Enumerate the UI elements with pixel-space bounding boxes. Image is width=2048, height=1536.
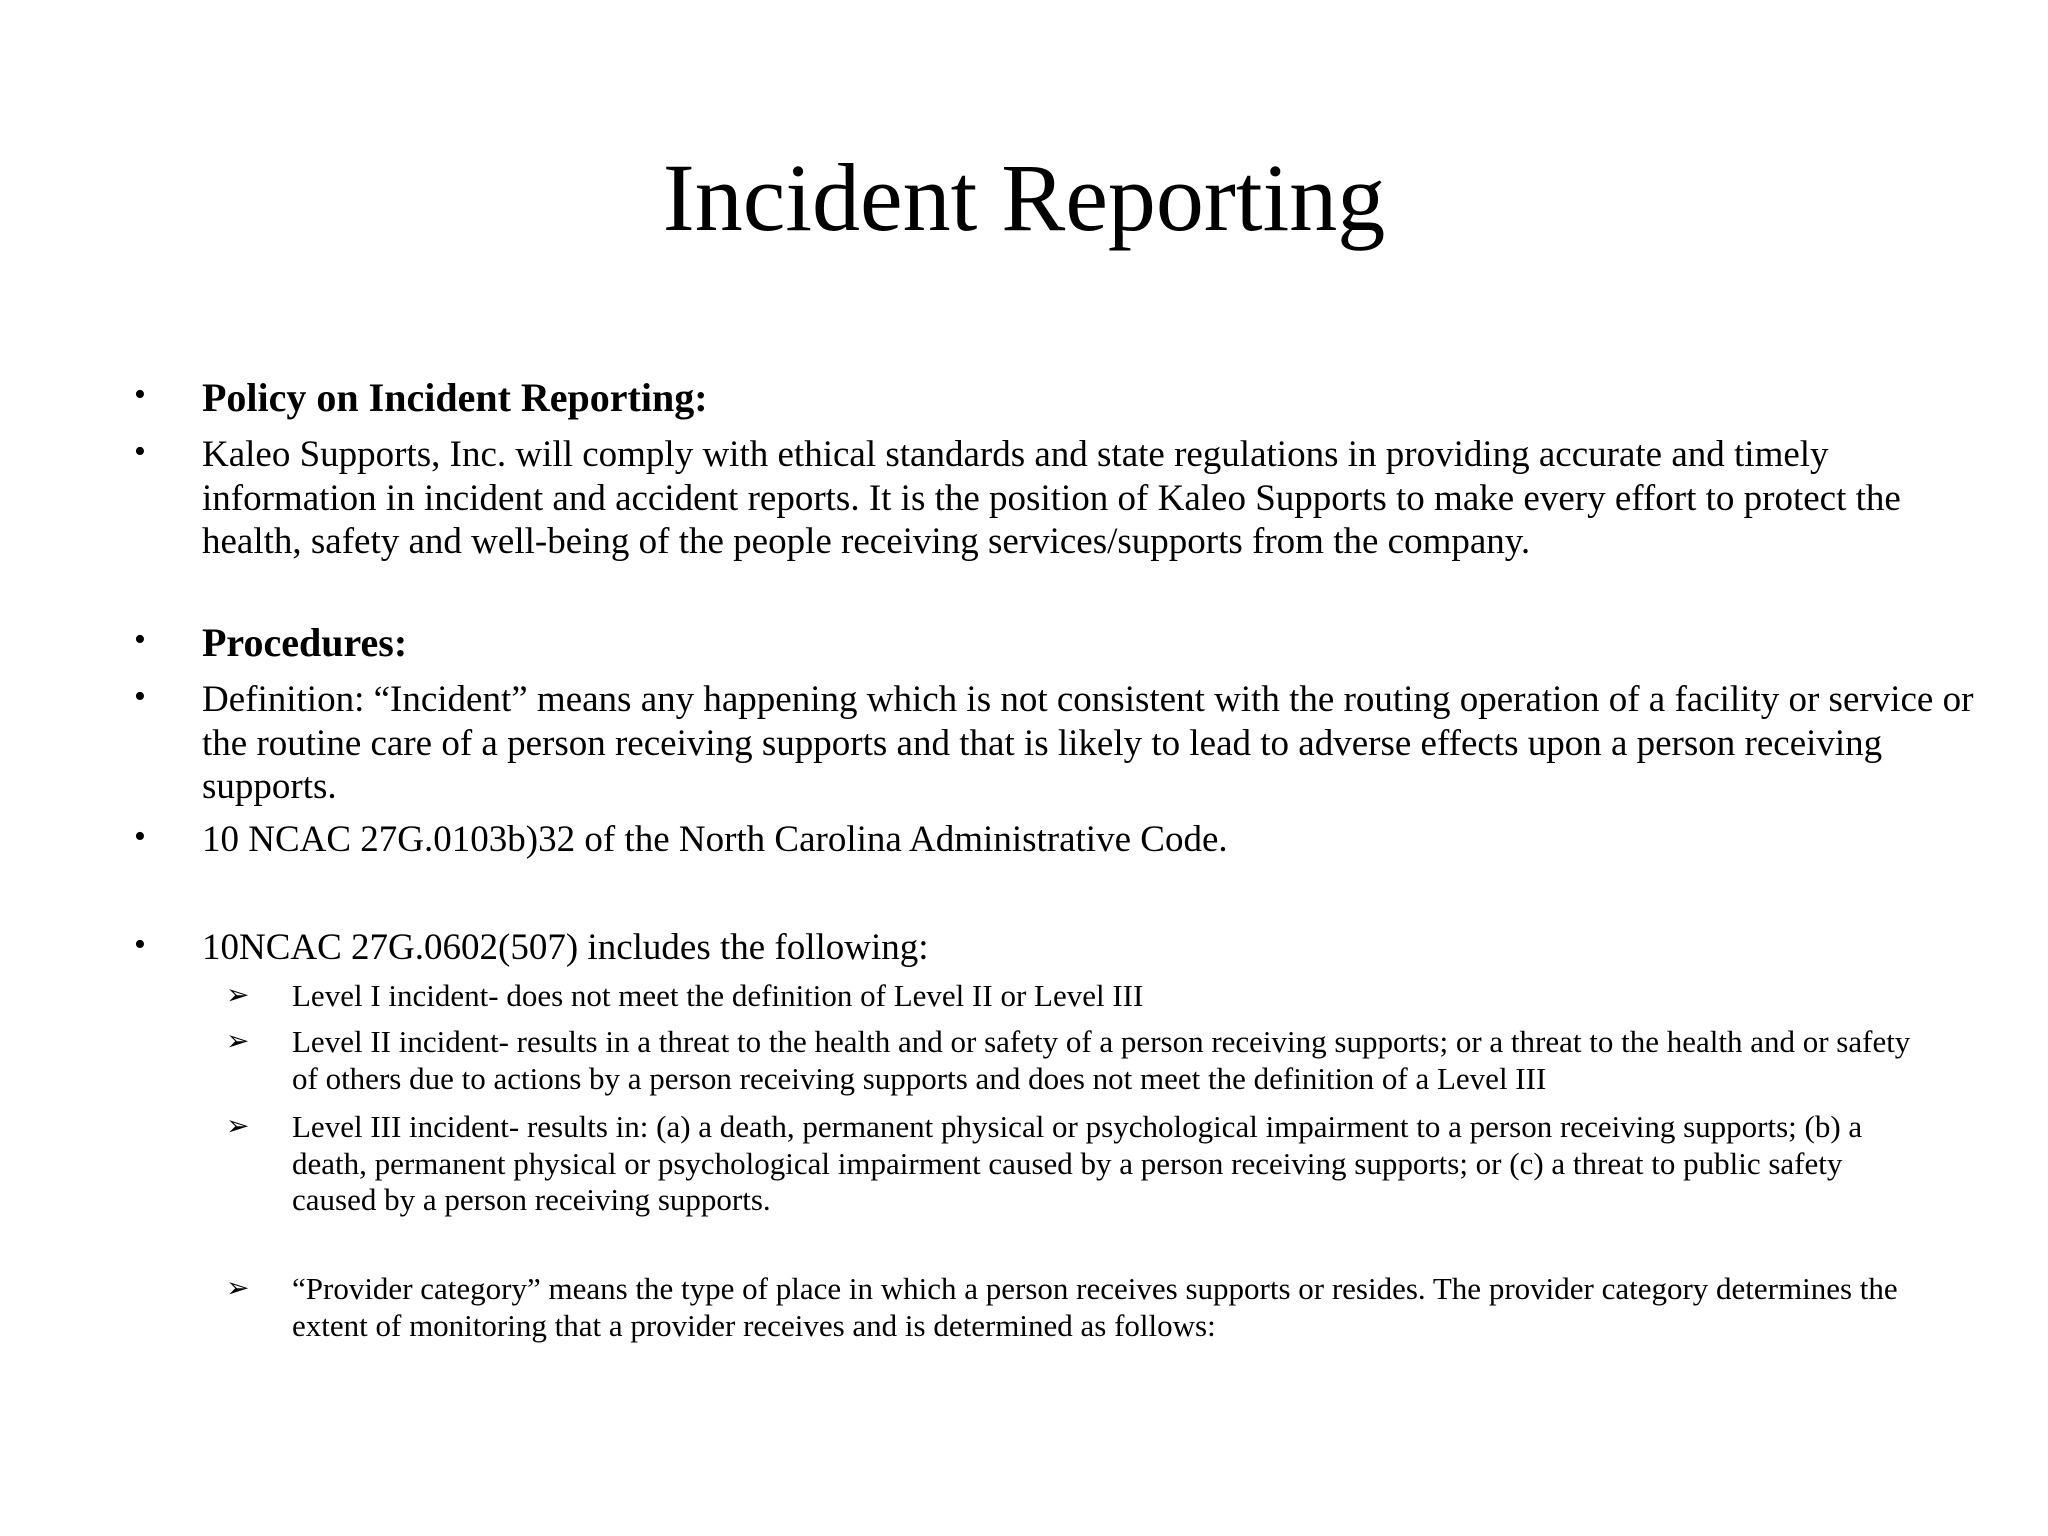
bullet-marker: • xyxy=(134,818,146,855)
incident-definition: Definition: “Incident” means any happening which is not consistent with the routing operation of a facility or service or the routine care of a person receiving supports and that is likely to lead to adverse effects upon a person receiving supports. xyxy=(202,679,1974,807)
arrow-bullet-icon: ➢ xyxy=(226,978,250,1011)
level-2-incident: Level II incident- results in a threat to the health and or safety of a person receiving supports; or a threat to the health and or safety of others due to actions by a person receiving supports and does not meet the definition of a Level III xyxy=(292,1024,1911,1096)
arrow-bullet-icon: ➢ xyxy=(226,1109,250,1142)
bullet-marker: • xyxy=(134,376,146,413)
level-3-incident: Level III incident- results in: (a) a death, permanent physical or psychological impairment to a person receiving supports; (b) a death, permanent physical or psychological impairment caused by a person receiving supports; or (c) a threat to public safety caused by a person receiving supports. xyxy=(292,1109,1863,1217)
bullet-marker: • xyxy=(134,678,146,715)
bullet-marker: • xyxy=(134,621,146,658)
policy-heading: Policy on Incident Reporting: xyxy=(202,375,708,420)
bullet-marker: • xyxy=(134,433,146,470)
level-1-incident: Level I incident- does not meet the definition of Level II or Level III xyxy=(292,978,1144,1013)
procedures-heading: Procedures: xyxy=(202,620,408,665)
ncac-reference: 10 NCAC 27G.0103b)32 of the North Carolina Administrative Code. xyxy=(202,819,1228,860)
ncac-includes: 10NCAC 27G.0602(507) includes the following: xyxy=(202,927,929,968)
bullet-marker: • xyxy=(134,926,146,963)
arrow-bullet-icon: ➢ xyxy=(226,1271,250,1304)
provider-category: “Provider category” means the type of place in which a person receives supports or resides. The provider category determines the extent of monitoring that a provider receives and is determined as follows: xyxy=(292,1271,1898,1343)
arrow-bullet-icon: ➢ xyxy=(226,1024,250,1057)
slide-title: Incident Reporting xyxy=(662,144,1386,251)
policy-statement: Kaleo Supports, Inc. will comply with ethical standards and state regulations in providing accurate and timely information in incident and accident reports. It is the position of Kaleo Supports to make every effort to protect the health, safety and well-being of the people receiving services/supports from the company. xyxy=(202,434,1901,562)
